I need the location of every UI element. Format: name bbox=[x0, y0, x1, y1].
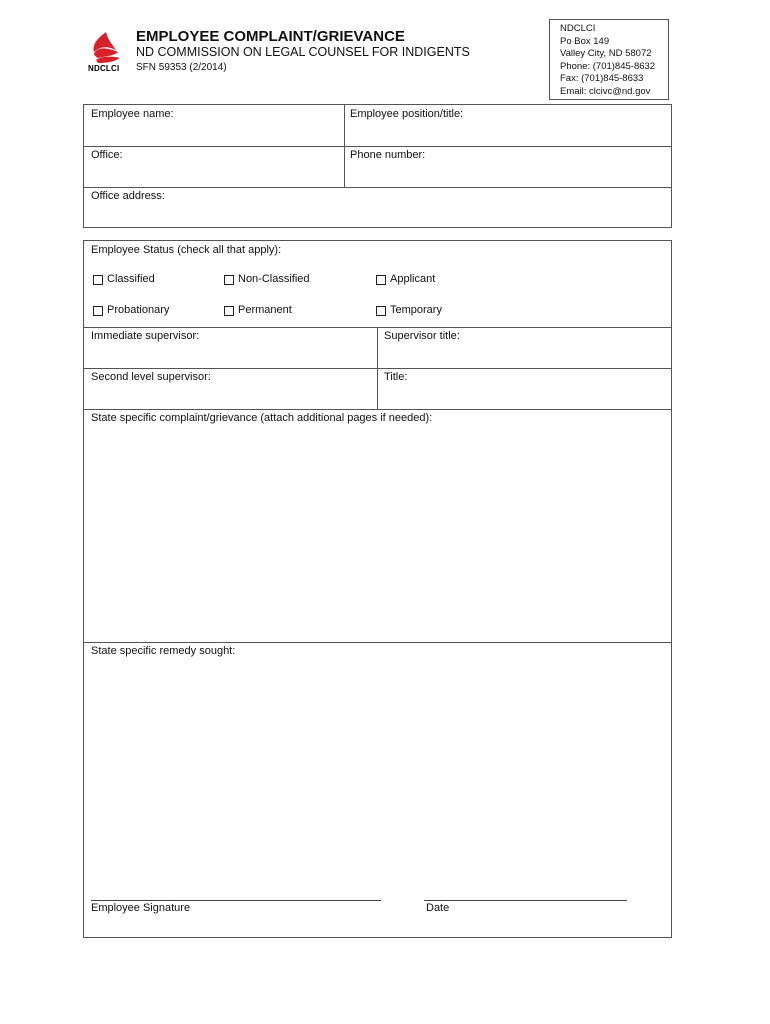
divider bbox=[84, 409, 671, 410]
contact-address: Po Box 149 bbox=[560, 35, 610, 47]
contact-box bbox=[549, 19, 669, 100]
employee-status-heading: Employee Status (check all that apply): bbox=[91, 244, 282, 256]
checkbox-probationary[interactable] bbox=[93, 306, 103, 316]
checkbox-applicant[interactable] bbox=[376, 275, 386, 285]
date-line bbox=[424, 900, 627, 901]
employee-name-field[interactable]: Employee name: bbox=[91, 108, 174, 120]
second-level-supervisor-field[interactable]: Second level supervisor: bbox=[91, 371, 211, 383]
checkbox-non-classified[interactable] bbox=[224, 275, 234, 285]
divider bbox=[84, 187, 671, 188]
checkbox-label-temporary: Temporary bbox=[390, 304, 442, 316]
office-field[interactable]: Office: bbox=[91, 149, 123, 161]
contact-city: Valley City, ND 58072 bbox=[560, 48, 652, 59]
office-address-field[interactable]: Office address: bbox=[91, 190, 165, 202]
employee-info-section bbox=[83, 104, 672, 228]
employee-signature-label: Employee Signature bbox=[91, 902, 191, 914]
contact-fax: Fax: (701)845-8633 bbox=[560, 73, 644, 84]
remedy-field[interactable]: State specific remedy sought: bbox=[91, 645, 236, 657]
divider bbox=[84, 146, 671, 147]
checkbox-label-non-classified: Non-Classified bbox=[238, 273, 310, 285]
logo-text: NDCLCI bbox=[88, 64, 120, 73]
contact-email: Email: clcivc@nd.gov bbox=[560, 85, 651, 97]
immediate-supervisor-field[interactable]: Immediate supervisor: bbox=[91, 330, 200, 342]
signature-line bbox=[91, 900, 381, 901]
divider bbox=[344, 105, 345, 187]
divider bbox=[377, 327, 378, 409]
date-label: Date bbox=[426, 902, 450, 914]
contact-org: NDCLCI bbox=[560, 23, 596, 34]
form-number: SFN 59353 (2/2014) bbox=[136, 62, 227, 73]
checkbox-temporary[interactable] bbox=[376, 306, 386, 316]
second-level-title-field[interactable]: Title: bbox=[384, 371, 408, 383]
checkbox-classified[interactable] bbox=[93, 275, 103, 285]
form-subtitle: ND COMMISSION ON LEGAL COUNSEL FOR INDIGENTS bbox=[136, 45, 470, 59]
supervisor-title-field[interactable]: Supervisor title: bbox=[384, 330, 460, 342]
status-and-complaint-section bbox=[83, 240, 672, 938]
divider bbox=[84, 642, 671, 643]
contact-phone: Phone: (701)845-8632 bbox=[560, 60, 656, 72]
checkbox-label-probationary: Probationary bbox=[107, 304, 170, 316]
employee-position-field[interactable]: Employee position/title: bbox=[350, 108, 464, 120]
checkbox-label-classified: Classified bbox=[107, 273, 155, 285]
checkbox-permanent[interactable] bbox=[224, 306, 234, 316]
phone-number-field[interactable]: Phone number: bbox=[350, 149, 426, 161]
form-title: EMPLOYEE COMPLAINT/GRIEVANCE bbox=[136, 28, 405, 45]
checkbox-label-applicant: Applicant bbox=[390, 273, 436, 285]
checkbox-label-permanent: Permanent bbox=[238, 304, 292, 316]
complaint-field[interactable]: State specific complaint/grievance (attach additional pages if needed): bbox=[91, 412, 433, 424]
